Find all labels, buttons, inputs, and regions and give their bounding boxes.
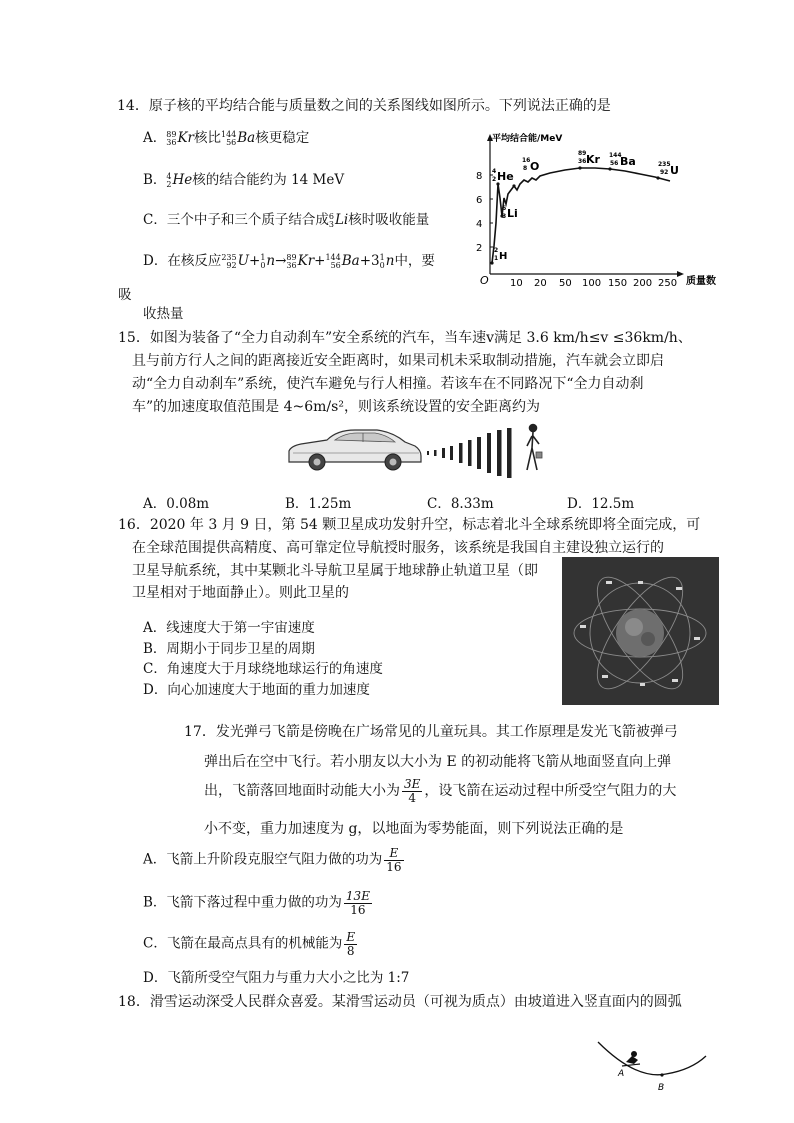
x-tick-20: 20	[534, 278, 547, 289]
q14-stem: 14．原子核的平均结合能与质量数之间的关系图线如图所示。下列说法正确的是	[117, 98, 611, 114]
q16-line3: 卫星导航系统，其中某颗北斗导航卫星属于地球静止轨道卫星（即	[132, 563, 538, 579]
label-u	[658, 161, 679, 177]
ski-slope-diagram	[596, 1038, 711, 1098]
svg-text:Li: Li	[507, 207, 518, 220]
q14-option-d-wrap1: 吸	[118, 287, 132, 303]
label-o	[522, 157, 539, 173]
x-axis-arrow	[677, 271, 684, 277]
q14-option-d-wrap2: 收热量	[143, 306, 184, 322]
q16-line4: 卫星相对于地面静止）。则此卫星的	[132, 585, 349, 601]
q16-option-a: A．线速度大于第一宇宙速度	[143, 620, 315, 636]
y-tick-6: 6	[476, 195, 483, 206]
binding-energy-curve	[492, 168, 670, 263]
point-b-label: B	[658, 1083, 665, 1093]
svg-text:H: H	[499, 251, 508, 262]
q14-option-c: C．三个中子和三个质子结合成 6 3 Li核时吸收能量	[143, 211, 430, 229]
q14-option-b: B． 4 2 He核的结合能约为 14 MeV	[143, 171, 345, 189]
q17-option-b: B．飞箭下落过程中重力做的功为 $\frac{13E}{16}$	[143, 889, 370, 917]
svg-text:O: O	[530, 160, 540, 173]
sensor-waves-icon	[427, 428, 512, 478]
x-tick-250: 250	[658, 278, 678, 289]
svg-text:8: 8	[523, 165, 528, 172]
q17-option-a: A．飞箭上升阶段克服空气阻力做的功为 $\frac{E}{16}$	[143, 846, 402, 874]
q16-line1: 16．2020 年 3 月 9 日，第 54 颗卫星成功发射升空，标志着北斗全球系统即将全面完成，可	[118, 517, 701, 533]
svg-text:Kr: Kr	[586, 153, 600, 166]
q17-line3: 出，飞箭落回地面时动能大小为 $\frac{3E}{4}$ ，设飞箭在运动过程中所受空气阻力的大	[204, 777, 677, 805]
q17-line2: 弹出后在空中飞行。若小朋友以大小为 E 的初动能将飞箭从地面竖直向上弹	[204, 754, 672, 770]
x-tick-150: 150	[608, 278, 628, 289]
x-tick-200: 200	[633, 278, 653, 289]
q15-line2: 且与前方行人之间的距离接近安全距离时，如果司机未采取制动措施，汽车就会立即启	[132, 353, 664, 369]
svg-text:3: 3	[502, 213, 507, 220]
q15-option-a: A．0.08m	[143, 496, 210, 512]
svg-text:2: 2	[492, 176, 497, 183]
q16-option-b: B．周期小于同步卫星的周期	[143, 641, 315, 657]
x-tick-10: 10	[510, 278, 523, 289]
svg-text:He: He	[497, 170, 514, 183]
q17-fraction: $\frac{3E}{4}$	[404, 777, 421, 805]
q16-option-c: C．角速度大于月球绕地球运行的角速度	[143, 661, 383, 677]
q15-line4: 车”的加速度取值范围是 4~6m/s²，则该系统设置的安全距离约为	[132, 399, 540, 415]
car-icon	[289, 430, 421, 470]
svg-text:16: 16	[522, 157, 531, 164]
q16-option-d: D．向心加速度大于地面的重力加速度	[143, 682, 370, 698]
point-a-label: A	[618, 1069, 625, 1079]
label-he	[492, 168, 514, 183]
svg-text:4: 4	[492, 168, 497, 175]
svg-text:36: 36	[578, 158, 587, 165]
y-tick-8: 8	[476, 171, 483, 182]
q15-line1: 15．如图为装备了“全力自动刹车”安全系统的汽车，当车速v满足 3.6 km/h≤v ≤36km/h、	[118, 330, 692, 346]
svg-text:56: 56	[610, 160, 619, 167]
svg-text:144: 144	[609, 152, 622, 159]
label-ba	[609, 152, 636, 168]
origin-label: O	[480, 274, 489, 287]
x-tick-50: 50	[559, 278, 572, 289]
q14-option-d: D．在核反应 235 92 U+ 1 0 n→ 89 36 Kr+ 144 56 Ba+3 1 0 n中，要	[143, 252, 435, 270]
svg-text:U: U	[670, 164, 679, 177]
q17-option-c: C．飞箭在最高点具有的机械能为 $\frac{E}{8}$	[143, 930, 356, 958]
x-tick-100: 100	[582, 278, 602, 289]
car-braking-illustration	[283, 420, 553, 482]
q18-line1: 18．滑雪运动深受人民群众喜爱。某滑雪运动员（可视为质点）由坡道进入竖直面内的圆弧	[118, 994, 682, 1010]
y-tick-4: 4	[476, 219, 483, 230]
q17-line1: 17．发光弹弓飞箭是傍晚在广场常见的儿童玩具。其工作原理是发光飞箭被弹弓	[184, 724, 678, 740]
svg-text:6: 6	[502, 205, 507, 212]
q17-line4: 小不变，重力加速度为 g，以地面为零势能面，则下列说法正确的是	[204, 821, 624, 837]
svg-text:1: 1	[494, 255, 499, 262]
binding-energy-graph	[470, 128, 730, 290]
x-axis-label: 质量数	[686, 276, 716, 287]
q16-line2: 在全球范围提供高精度、高可靠定位导航授时服务，该系统是我国自主建设独立运行的	[132, 540, 664, 556]
q17-option-d: D．飞箭所受空气阻力与重力大小之比为 1:7	[143, 970, 410, 986]
svg-text:235: 235	[658, 161, 671, 168]
slope-arc	[598, 1042, 706, 1075]
beidou-satellite-image	[562, 557, 719, 705]
q15-option-d: D．12.5m	[567, 496, 635, 512]
pedestrian-icon	[527, 425, 542, 471]
label-h	[494, 247, 507, 262]
q15-line3: 动“全力自动刹车”系统，使汽车避免与行人相撞。若该车在不同路况下“全力自动刹	[132, 376, 644, 392]
label-kr	[578, 150, 601, 166]
y-axis-label: 平均结合能/MeV	[492, 134, 563, 144]
svg-text:2: 2	[494, 247, 499, 254]
svg-text:89: 89	[578, 150, 587, 157]
q15-option-c: C．8.33m	[427, 496, 494, 512]
q15-option-b: B．1.25m	[285, 496, 352, 512]
svg-text:Ba: Ba	[620, 155, 636, 168]
y-tick-2: 2	[476, 243, 483, 254]
q14-option-a: A． 89 36 Kr核比 144 56 Ba核更稳定	[143, 129, 310, 147]
label-li	[502, 205, 518, 220]
svg-text:92: 92	[660, 169, 669, 176]
